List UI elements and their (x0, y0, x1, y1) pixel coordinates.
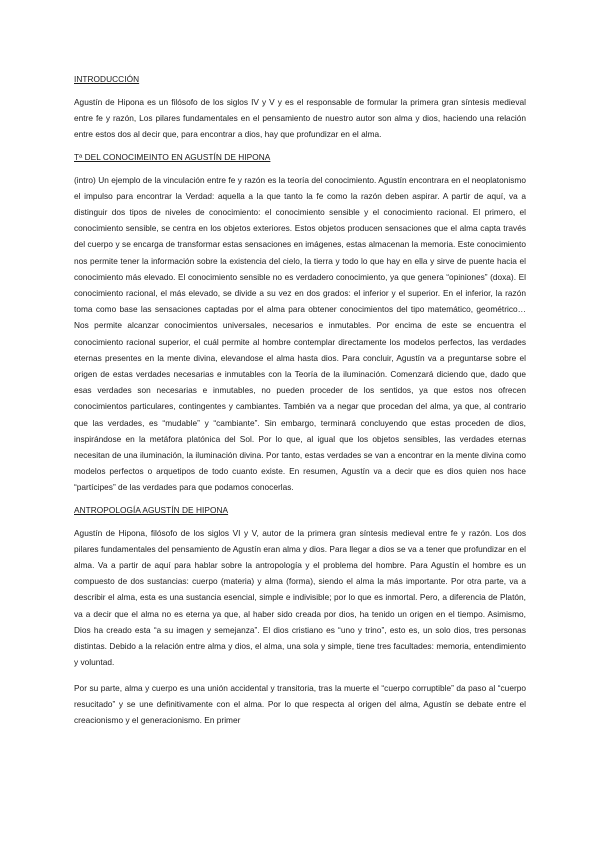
paragraph: Por su parte, alma y cuerpo es una unión accidental y transitoria, tras la muerte el “cuerpo corruptible” da paso al “cuerpo resucitado” y se une definitivamente con el alma. Por lo que respecta al origen del alma, Agustín se debate entre el creacionismo y el generacionismo. En primer (74, 682, 526, 725)
section-conocimiento (74, 152, 526, 496)
paragraph: Agustín de Hipona, filósofo de los siglos VI y V, autor de la primera gran síntesis medieval entre fe y razón. Los dos pilares fundamentales del pensamiento de Agustín eran alma y dios. Para llegar a dios se va a tener que profundizar en el alma. Va a partir de aquí para hablar sobre la antropología y el problema del hombre. Para Agustín el hombre es un compuesto de dos sustancias: cuerpo (materia) y alma (forma), siendo el alma la más importante. Por otra parte, va a describir el alma, esta es una sustancia esencial, simple e indivisible; por lo que es inmortal. Pero, a diferencia de Platón, va a decir que el alma no es eterna ya que, al haber sido creada por dios, ha tenido un origen en el tiempo. Asimismo, Dios ha creado esta “a su imagen y semejanza”. El dios cristiano es “uno y trino”, esto es, un solo dios, tres personas distintas. Debido a la relación entre alma y dios, el alma, una sola y simple, tiene tres facultades: memoria, entendimiento y voluntad. (74, 527, 526, 668)
section-heading: ANTROPOLOGÍA AGUSTÍN DE HIPONA (74, 504, 229, 515)
document-page (74, 74, 526, 732)
section-introduccion (74, 74, 526, 143)
section-heading: Tª DEL CONOCIMEINTO EN AGUSTÍN DE HIPONA (74, 151, 271, 162)
paragraph: Agustín de Hipona es un filósofo de los siglos IV y V y es el responsable de formular la primera gran síntesis medieval entre fe y razón, Los pilares fundamentales en el pensamiento de nuestro autor son alma y dios, haciendo una relación entre estos dos al decir que, para encontrar a dios, hay que profundizar en el alma. (74, 97, 526, 140)
section-heading: INTRODUCCIÓN (74, 74, 140, 84)
paragraph: (intro) Un ejemplo de la vinculación entre fe y razón es la teoría del conocimiento. Agustín encontrara en el neoplatonismo el impulso para encontrar la Verdad: aquella a la que tanto la fe como la razón deben aspirar. A partir de aquí, va a distinguir dos tipos de niveles de conocimiento: el conocimiento sensible y el conocimiento racional. El primero, el conocimiento sensible, se centra en los objetos exteriores. Estos objetos producen sensaciones que el alma capta través del cuerpo y se encarga de transformar estas sensaciones en imágenes, estas almacenan la memoria. Este conocimiento nos permite tener la información sobre la existencia del cielo, la tierra y todo lo que hay en ella y sirve de puente hacia el conocimiento más elevado. El conocimiento sensible no es verdadero conocimiento, ya que genera “opiniones” (doxa). El conocimiento racional, el más elevado, se divide a su vez en dos grados: el inferior y el superior. En el inferior, la razón toma como base las sensaciones captadas por el alma para obtener conocimientos del tipo matemático, geométrico… Nos permite alcanzar conocimientos universales, necesarios e inmutables. Por encima de este se encuentra el conocimiento racional superior, el cuál permite al hombre contemplar directamente los modelos perfectos, las verdades eternas presentes en la mente divina, elevandose el alma hasta dios. Para concluir, Agustín va a preguntarse sobre el origen de estas verdades necesarias e inmutables con la Teoría de la iluminación. Comenzará diciendo que, dado que esas verdades son necesarias e inmutables, no pueden proceder de los sentidos, ya que estos nos ofrecen conocimientos particulares, contingentes y cambiantes. También va a negar que procedan del alma, ya que, al contrario que las verdades, es “mudable” y “cambiante”. Sin embargo, terminará concluyendo que estas proceden de dios, inspirándose en la metáfora platónica del Sol. Por lo que, al igual que los objetos sensibles, las verdades eternas necesitan de una iluminación, la iluminación divina. Por tanto, estas verdades se van a encontrar en la mente divina como modelos perfectos o arquetipos de todo cuanto existe. En resumen, Agustín va a decir que es dios quien nos hace “partícipes” de las verdades para que podamos conocerlas. (74, 174, 526, 493)
section-antropologia (74, 505, 526, 728)
